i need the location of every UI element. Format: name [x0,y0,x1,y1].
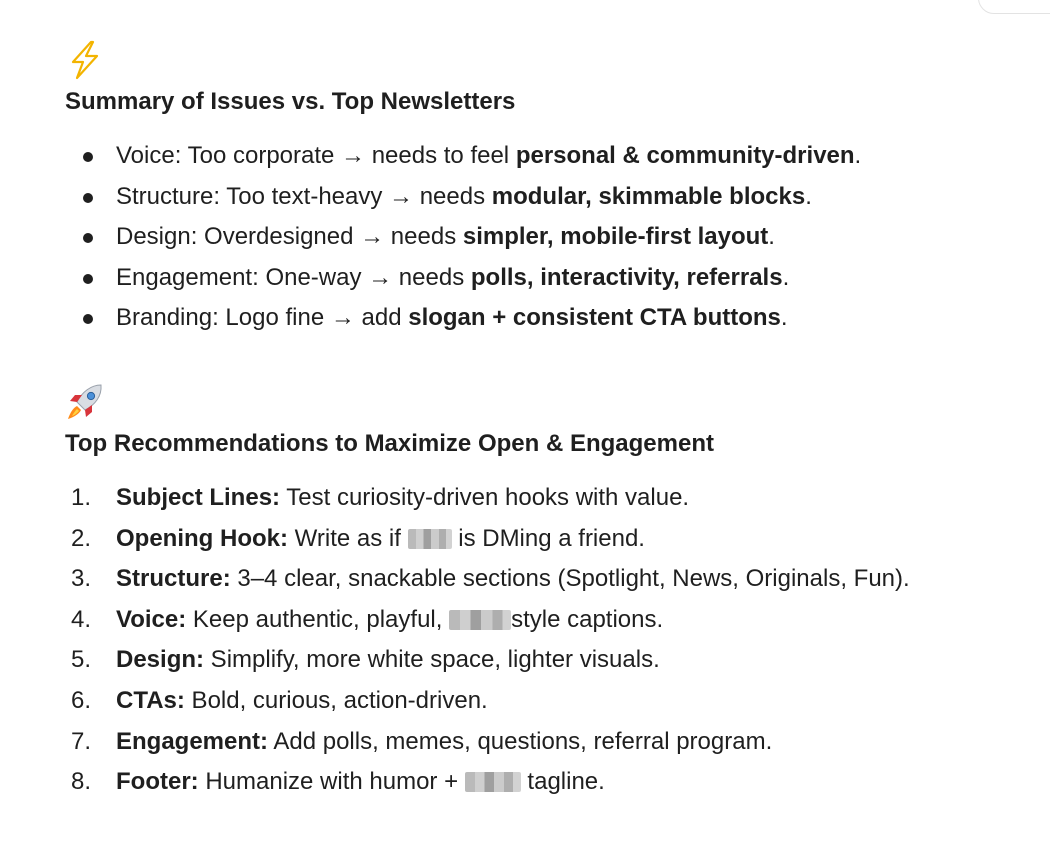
recommendations-heading: Top Recommendations to Maximize Open & Engagement [65,430,714,457]
list-item [65,298,1025,339]
item-text-continued: is DMing a friend. [458,524,645,552]
item-number: 4. [71,605,92,633]
list-item [65,478,1025,519]
redacted-text [465,772,521,792]
item-emphasis: simpler, mobile-first layout [462,223,769,250]
redacted-text [449,610,511,630]
list-item [65,258,1025,299]
list-item [65,722,1025,763]
item-punctuation: . [854,142,862,169]
item-label: Structure: [116,565,231,593]
item-number: 6. [71,686,92,714]
bullet-icon [83,193,93,203]
list-item [65,600,1025,641]
bullet-icon [83,152,93,162]
item-number: 8. [71,768,92,796]
item-text: Humanize with humor + [198,768,465,796]
item-punctuation: . [768,223,775,250]
bullet-icon [83,274,93,284]
corner-frame [978,0,1050,14]
item-label: CTAs: [116,686,185,714]
lightning-bolt-icon [65,40,105,80]
issues-summary-heading: Summary of Issues vs. Top Newsletters [65,88,516,115]
issues-summary-section [65,40,1025,339]
item-number: 7. [71,727,92,755]
list-item [65,136,1025,177]
item-punctuation: . [805,182,812,210]
item-punctuation: . [780,304,788,331]
list-item [65,640,1025,681]
item-emphasis: polls, interactivity, referrals [470,263,783,291]
list-item [65,519,1025,560]
issues-bullet-list [65,136,1025,339]
item-number: 2. [71,524,92,552]
recommendations-numbered-list [65,478,1025,803]
item-number: 5. [71,646,92,674]
item-text: Add polls, memes, questions, referral program. [268,727,773,755]
item-emphasis: modular, skimmable blocks [491,182,806,210]
item-text: Write as if [287,524,408,552]
item-text: Bold, curious, action-driven. [184,686,488,714]
recommendations-section [65,382,1025,803]
list-item [65,681,1025,722]
item-label: Engagement: [116,727,269,755]
item-text: Simplify, more white space, lighter visuals. [204,646,660,674]
redacted-text [408,529,452,549]
item-label: Opening Hook: [116,524,288,552]
item-text: 3–4 clear, snackable sections (Spotlight, News, Originals, Fun). [230,565,910,593]
item-emphasis: personal & community-driven [515,142,855,169]
list-item [65,762,1025,803]
item-label: Footer: [116,768,199,796]
list-item [65,559,1025,600]
item-label: Voice: [116,605,187,633]
list-item [65,217,1025,258]
item-number: 1. [71,484,92,511]
item-text: Keep authentic, playful, [186,605,450,633]
item-number: 3. [71,565,92,593]
bullet-icon [83,233,93,243]
item-label: Design: [116,646,205,674]
item-text: Test curiosity-driven hooks with value. [280,484,690,511]
item-text: Branding: Logo fine → add [116,304,409,331]
item-text: Design: Overdesigned → needs [116,223,463,250]
item-text-continued: style captions. [511,605,664,633]
item-punctuation: . [782,263,790,291]
item-emphasis: slogan + consistent CTA buttons [408,304,781,331]
bullet-icon [83,314,93,324]
item-text: Voice: Too corporate → needs to feel [116,142,516,169]
item-text: Structure: Too text-heavy → needs [116,182,492,210]
item-label: Subject Lines: [116,484,281,511]
item-text-continued: tagline. [520,768,605,796]
rocket-icon [65,382,105,422]
item-text: Engagement: One-way → needs [116,263,471,291]
list-item [65,177,1025,218]
